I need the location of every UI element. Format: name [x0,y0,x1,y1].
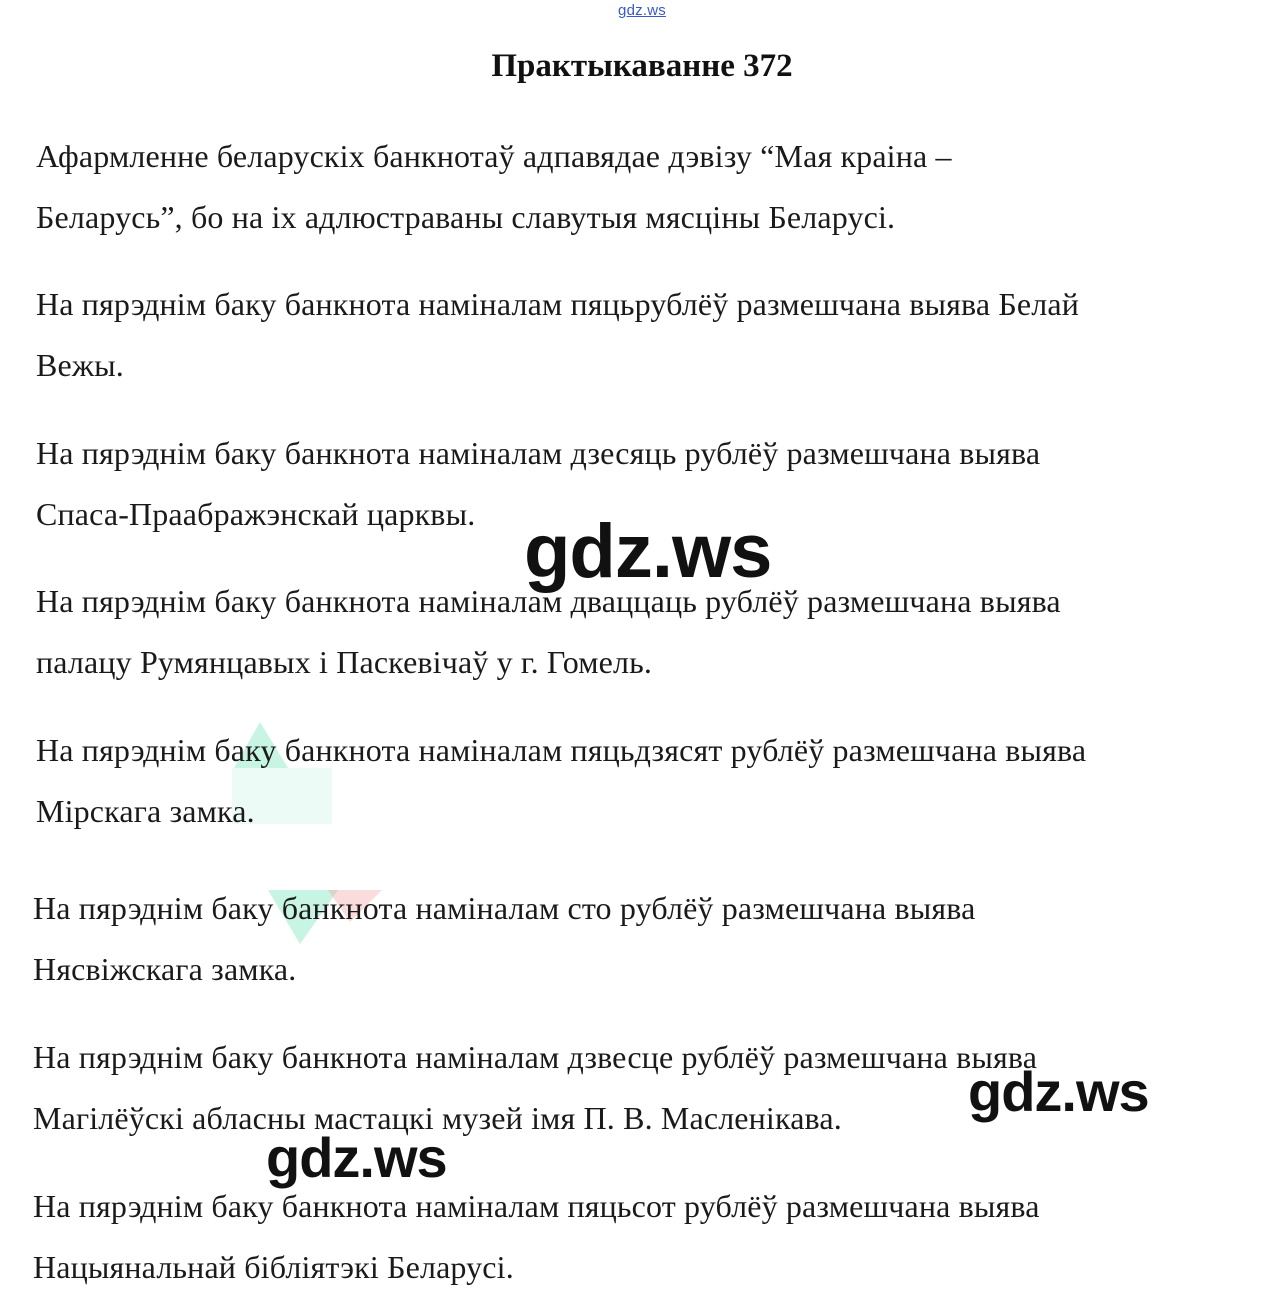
paragraph-line: Спаса-Праабражэнскай царквы. [36,496,476,532]
paragraph-500-rubles [33,1176,1040,1298]
paragraph-line: Афармленне беларускіх банкнотаў адпавядае дэвізу “Мая краіна – [36,138,952,174]
paragraph-line: На пярэднім баку банкнота наміналам пяцьсот рублёў размешчана выява [33,1188,1040,1224]
paragraph-line: Вежы. [36,347,124,383]
watermark-right: gdz.ws [968,1060,1149,1123]
paragraph-line: На пярэднім баку банкнота наміналам пяцьрублёў размешчана выява Белай [36,286,1080,322]
paragraph-line: На пярэднім баку банкнота наміналам пяцьдзясят рублёў размешчана выява [36,732,1087,768]
paragraph-line: Магілёўскі абласны мастацкі музей імя П. В. Масленікава. [33,1100,842,1136]
paragraph-line: Нацыянальнай бібліятэкі Беларусі. [33,1249,514,1285]
paragraph-line: Нясвіжскага замка. [33,951,297,987]
watermark-center: gdz.ws [524,509,772,594]
paragraph-100-rubles [33,878,975,1000]
paragraph-intro [36,126,952,248]
paragraph-line: Беларусь”, бо на іх адлюстраваны славутыя мясціны Беларусі. [36,199,896,235]
paragraph-line: На пярэднім баку банкнота наміналам дзесяць рублёў размешчана выява [36,435,1041,471]
paragraph-line: На пярэднім баку банкнота наміналам дваццаць рублёў размешчана выява [36,583,1061,619]
paragraph-line: На пярэднім баку банкнота наміналам дзвесце рублёў размешчана выява [33,1039,1038,1075]
paragraph-line: Мірскага замка. [36,793,255,829]
paragraph-5-rubles [36,274,1079,396]
paragraph-line: На пярэднім баку банкнота наміналам сто рублёў размешчана выява [33,890,976,926]
paragraph-50-rubles [36,720,1086,842]
paragraph-200-rubles [33,1027,1037,1149]
watermark-lower-left: gdz.ws [266,1126,447,1189]
paragraph-line: палацу Румянцавых і Паскевічаў у г. Гомель. [36,644,653,680]
page-title: Практыкаванне 372 [491,48,793,84]
site-mark-link[interactable]: gdz.ws [618,2,666,19]
